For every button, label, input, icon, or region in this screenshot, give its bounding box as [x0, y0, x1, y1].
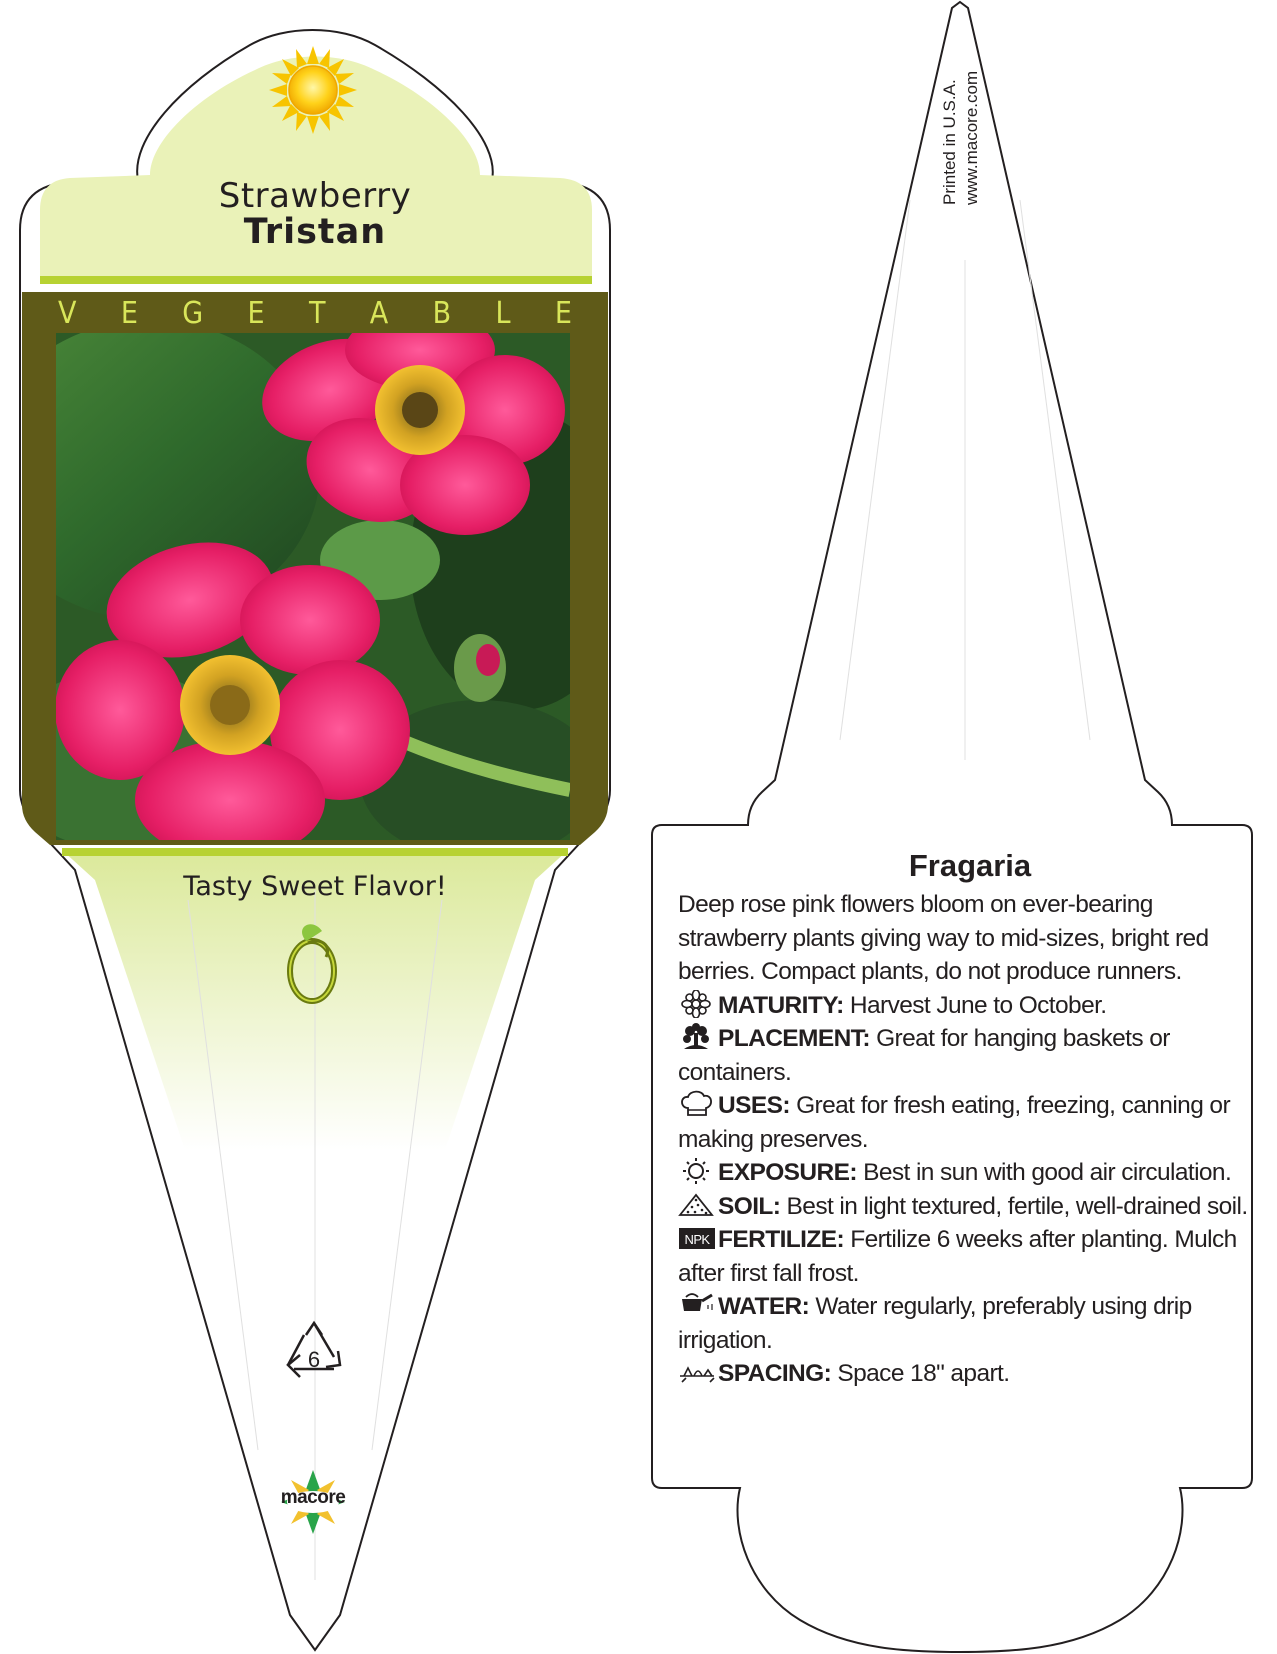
- category-letter: V: [58, 296, 77, 331]
- category-letter: T: [308, 296, 326, 331]
- product-photo: [0, 310, 630, 860]
- care-row-uses: [678, 1089, 1252, 1156]
- category-letter: A: [369, 296, 389, 331]
- category-letter: G: [182, 296, 204, 331]
- care-row-exposure: [678, 1156, 1252, 1190]
- care-text: Fertilize 6 weeks after planting. Mulch after first fall frost.: [678, 1226, 1237, 1287]
- care-label: SPACING:: [718, 1360, 832, 1387]
- category-letter: B: [432, 296, 452, 331]
- care-label: WATER:: [718, 1293, 810, 1320]
- brand-name: macore: [280, 1487, 346, 1508]
- spacing-icon: [678, 1358, 718, 1386]
- care-text: Best in sun with good air circulation.: [856, 1159, 1232, 1186]
- care-row-water: [678, 1290, 1252, 1357]
- category-letter: E: [120, 296, 138, 331]
- care-row-placement: [678, 1022, 1252, 1089]
- soil-icon: [678, 1191, 718, 1219]
- care-row-spacing: [678, 1357, 1252, 1391]
- care-label: SOIL:: [718, 1192, 781, 1220]
- care-row-maturity: [678, 989, 1252, 1023]
- description: Deep rose pink flowers bloom on ever-bearing strawberry plants giving way to mid-sizes, bright red berries. Compact plants, do not produce runners.: [678, 891, 1209, 985]
- category-letter: E: [247, 296, 265, 331]
- care-text: Harvest June to October.: [843, 991, 1107, 1019]
- care-text: Great for fresh eating, freezing, canning or making preserves.: [678, 1092, 1231, 1153]
- category-letter: E: [554, 296, 572, 331]
- recycle-number: 6: [307, 1347, 321, 1372]
- website: www.macore.com: [962, 70, 981, 205]
- watering-can-icon: [678, 1291, 718, 1319]
- placement-icon: [678, 1023, 718, 1051]
- care-text: Water regularly, preferably using drip irrigation.: [678, 1293, 1192, 1354]
- care-text: Space 18" apart.: [831, 1360, 1010, 1387]
- care-label: USES:: [718, 1092, 790, 1119]
- care-label: PLACEMENT:: [718, 1025, 870, 1052]
- back-tag: [652, 2, 1252, 1652]
- category-letter: L: [495, 296, 511, 331]
- printed-in: Printed in U.S.A.: [940, 79, 959, 205]
- care-text: Great for hanging baskets or containers.: [678, 1025, 1170, 1086]
- care-label: FERTILIZE:: [718, 1226, 845, 1253]
- npk-label: NPK: [684, 1232, 710, 1247]
- care-label: EXPOSURE:: [718, 1159, 857, 1186]
- botanical-name: Fragaria: [908, 848, 1032, 883]
- care-info: [678, 888, 1252, 1391]
- npk-icon: [678, 1224, 718, 1252]
- full-sun-icon: [269, 46, 357, 134]
- common-name: Strawberry: [218, 176, 412, 216]
- tagline: Tasty Sweet Flavor!: [183, 871, 447, 902]
- care-label: MATURITY:: [718, 991, 844, 1019]
- category-band: [22, 296, 608, 332]
- print-info: [940, 55, 1000, 245]
- flower-icon: [678, 990, 718, 1018]
- chef-hat-icon: [678, 1090, 718, 1118]
- variety-name: Tristan: [243, 212, 387, 252]
- care-row-fertilize: [678, 1223, 1252, 1290]
- care-row-soil: [678, 1190, 1252, 1224]
- sun-outline-icon: [678, 1157, 718, 1185]
- care-text: Best in light textured, fertile, well-drained soil.: [780, 1192, 1248, 1220]
